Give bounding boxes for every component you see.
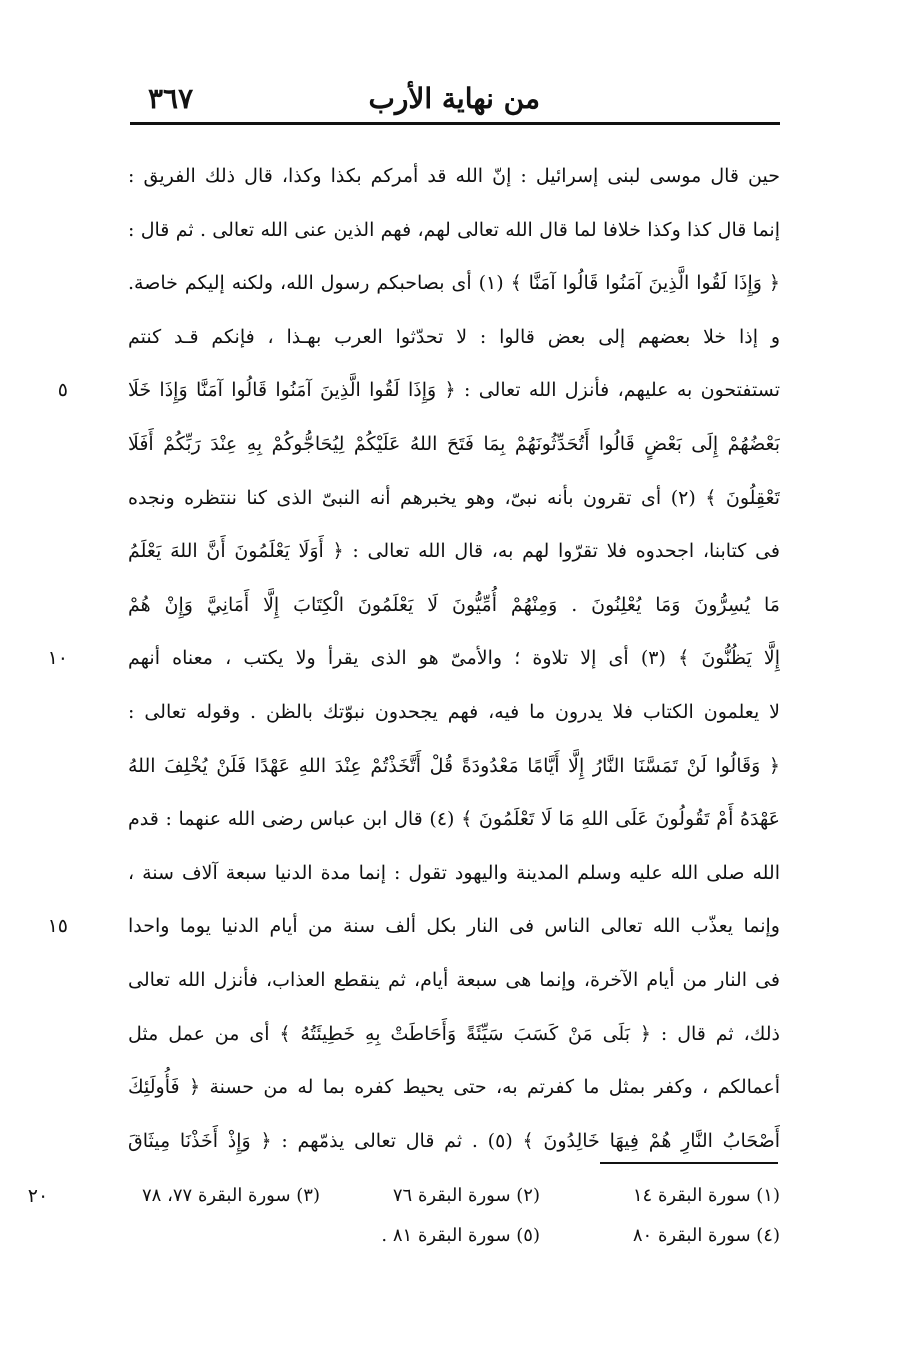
text-line <box>128 311 780 365</box>
line-number: ٥ <box>57 379 68 402</box>
line-text: فى النار من أيام الآخرة، وإنما هى سبعة أيام، ثم ينقطع العذاب، فأنزل الله تعالى <box>128 968 780 991</box>
text-line <box>47 632 780 686</box>
line-text: ﴿ وَإِذَا لَقُوا الَّذِينَ آمَنُوا قَالُوا آمَنَّا ﴾ (١) أى بصاحبكم رسول الله، ولكنه إليكم خاصة. <box>128 272 780 295</box>
text-line <box>128 686 780 740</box>
line-text: تَعْقِلُونَ ﴾ (٢) أى تقرون بأنه نبىّ، وهو يخبرهم أنه النبىّ الذى كنا ننتظره ونجده <box>128 486 780 509</box>
line-text: حين قال موسى لبنى إسرائيل : إنّ الله قد أمركم بكذا وكذا، قال ذلك الفريق : <box>128 165 780 187</box>
line-text: ذلك، ثم قال : ﴿ بَلَى مَنْ كَسَبَ سَيِّئَةً وَأَحَاطَتْ بِهِ خَطِيئَتُهُ ﴾ أى من عمل مثل <box>128 1022 780 1045</box>
text-line <box>128 525 780 579</box>
line-text: إِلَّا يَظُنُّونَ ﴾ (٣) أى إلا تلاوة ؛ والأمىّ هو الذى يقرأ ولا يكتب ، معناه أنهم <box>128 647 780 670</box>
footnote-rule <box>600 1162 778 1164</box>
line-text: وإنما يعذّب الله تعالى الناس فى النار بكل ألف سنة من أيام الدنيا يوما واحدا <box>128 915 780 938</box>
text-line <box>128 257 780 311</box>
footnote-row-2 <box>128 1216 780 1256</box>
line-text: بَعْضُهُمْ إِلَى بَعْضٍ قَالُوا أَتُحَدِّثُونَهُمْ بِمَا فَتَحَ اللهُ عَلَيْكُمْ لِيُحَاجُّوكُمْ بِهِ عِنْدَ رَبِّكُمْ أَفَلَا <box>128 432 780 455</box>
footnote-row-1 <box>27 1176 780 1216</box>
footnotes <box>27 1176 780 1256</box>
header-rule <box>130 122 780 125</box>
line-text: الله صلى الله عليه وسلم المدينة واليهود تقول : إنما مدة الدنيا سبعة آلاف سنة ، <box>128 861 780 884</box>
footnote-3: (٣) سورة البقرة ٧٧، ٧٨ <box>142 1185 320 1206</box>
footnote-4: (٤) سورة البقرة ٨٠ <box>632 1225 780 1246</box>
line-text: لا يعلمون الكتاب فلا يدرون ما فيه، فهم يجحدون نبوّتك بالظن . وقوله تعالى : <box>128 700 780 723</box>
running-title: من نهاية الأرب <box>368 82 540 115</box>
line-text: أَصْحَابُ النَّارِ هُمْ فِيهَا خَالِدُونَ ﴾ (٥) . ثم قال تعالى يذمّهم : ﴿ وَإِذْ أَخَذْنَا مِيثَاقَ <box>128 1129 780 1152</box>
line-number: ١٠ <box>47 647 68 670</box>
line-number: ١٥ <box>47 915 68 938</box>
text-line <box>128 1008 780 1062</box>
text-line <box>128 1061 780 1115</box>
line-text: أعمالكم ، وكفر بمثل ما كفرتم به، حتى يحيط كفره بما له من حسنة ﴿ فَأُولَئِكَ <box>128 1076 780 1099</box>
line-text: إنما قال كذا وكذا خلافا لما قال الله تعالى لهم، فهم الذين عنى الله تعالى . ثم قال : <box>128 218 780 241</box>
text-line <box>47 900 780 954</box>
line-text: و إذا خلا بعضهم إلى بعض قالوا : لا تحدّثوا العرب بهـذا ، فإنكم قـد كنتم <box>128 325 780 348</box>
page-header <box>130 64 780 124</box>
text-line <box>128 740 780 794</box>
line-text: ﴿ وَقَالُوا لَنْ تَمَسَّنَا النَّارُ إِلَّا أَيَّامًا مَعْدُودَةً قُلْ أَتَّخَذْتُمْ عِنْدَ اللهِ عَهْدًا فَلَنْ يُخْلِفَ اللهُ <box>128 754 780 777</box>
text-line <box>128 579 780 633</box>
text-line <box>128 418 780 472</box>
text-line <box>128 1115 780 1169</box>
line-text: فى كتابنا، اجحدوه فلا تقرّوا لهم به، قال الله تعالى : ﴿ أَوَلَا يَعْلَمُونَ أَنَّ اللهَ يَعْلَمُ <box>128 540 780 563</box>
line-text: عَهْدَهُ أَمْ تَقُولُونَ عَلَى اللهِ مَا لَا تَعْلَمُونَ ﴾ (٤) قال ابن عباس رضى الله عنهما : قدم <box>128 808 780 831</box>
footnote-5: (٥) سورة البقرة ٨١ . <box>381 1225 540 1246</box>
text-line <box>128 954 780 1008</box>
line-text: تستفتحون به عليهم، فأنزل الله تعالى : ﴿ وَإِذَا لَقُوا الَّذِينَ آمَنُوا قَالُوا آمَنَّا وَإِذَا خَلَا <box>128 379 780 402</box>
text-line <box>128 793 780 847</box>
body-text <box>47 150 780 1168</box>
text-line <box>128 204 780 258</box>
text-line <box>128 472 780 526</box>
text-line <box>57 364 780 418</box>
text-line <box>128 150 780 204</box>
text-line <box>128 847 780 901</box>
line-text: مَا يُسِرُّونَ وَمَا يُعْلِنُونَ . وَمِنْهُمْ أُمِّيُّونَ لَا يَعْلَمُونَ الْكِتَابَ إِلَّا أَمَانِيَّ وَإِنْ هُمْ <box>128 593 780 616</box>
line-number: ٢٠ <box>27 1185 49 1207</box>
footnote-2: (٢) سورة البقرة ٧٦ <box>392 1185 540 1206</box>
footnote-1: (١) سورة البقرة ١٤ <box>632 1185 780 1206</box>
page-number: ٣٦٧ <box>148 82 194 115</box>
